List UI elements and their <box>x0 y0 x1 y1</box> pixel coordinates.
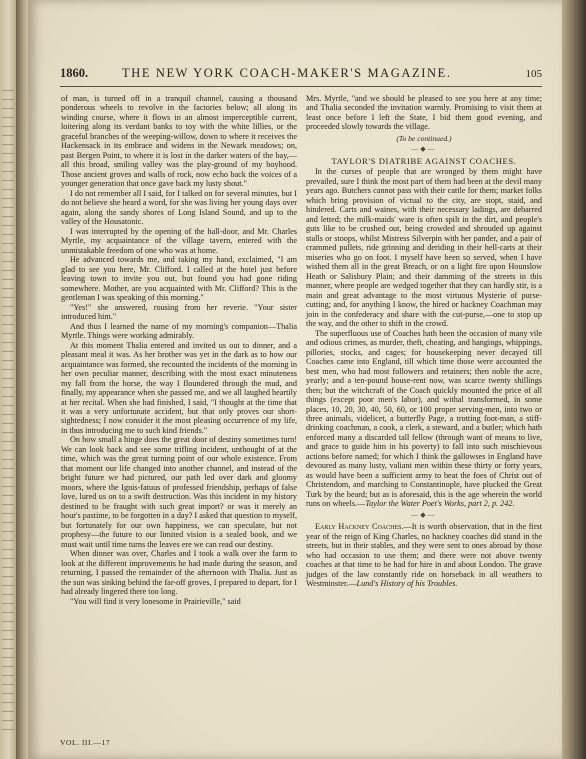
section-title: TAYLOR'S DIATRIBE AGAINST COACHES. <box>331 155 517 166</box>
paragraph: On how small a hinge does the great door of destiny sometimes turn! We can look back and see some trifling incident, unthought of at the time, which was the great turning point of our whole existence. From that moment our life changed into another channel, and instead of the bright future we had pictured, our path led over dark and gloomy moors, where the Ignis-fatuus of professed friendship, perhaps of false love, lured us on to a swift destruction. Was this incident in my history destined to be fraught with such great import? or was it merely an hour's pastime, to be forgotten in a day? I asked that question to myself, but fortunately for our own happiness, we can speculate, but not prophesy—the future to our limited vision is a sealed book, and we must wait until time turns the leaves ere we can read our destiny. <box>61 435 297 549</box>
source-citation: Taylor the Water Poet's Works, part 2, p. 242. <box>365 499 515 509</box>
ornament-divider: —◆— <box>411 510 437 519</box>
lead-in: Early Hackney Coaches. <box>315 522 404 532</box>
header-rule <box>60 86 542 87</box>
paragraph: I do not remember all I said, for I talked on for several minutes, but I do not believe she heard a word, for she was living her young days over again, along the sandy shores of Long Island Sound, and up to the valley of the Housatonic. <box>61 188 297 227</box>
paragraph: And thus I learned the name of my morning's companion—Thalia Myrtle. Things were working admirably. <box>61 321 297 341</box>
paragraph: He advanced towards me, and taking my hand, exclaimed, "I am glad to see you here, Mr. Clifford. I called at the hotel just before leaving town to invite you out, but found you had gone riding somewhere. Mother, are you acquainted with Mr. Clifford? This is the gentleman I was speaking of this morning." <box>61 255 297 303</box>
book-fore-edge <box>562 0 586 759</box>
signature-mark: VOL. III.—17 <box>60 738 111 747</box>
running-header <box>60 66 542 86</box>
left-column <box>61 94 297 606</box>
paragraph: of man, is turned off in a tranquil channel, causing a thousand ponderous wheels to revolve in the factories below; all along its winding course, where it flows in an almost imperceptible current, loitering along its verdant banks to toy with the white lillies, or the graceful branches of the weeping-willow, down to where it receives the Hackensack in its embrace and widens in the Newark meadows; on, past Bergen Point, to where it is lost in the darker waters of the bay,—all this broad, smiling valley was the play-ground of my boyhood. Those ancient groves and walls of rock, now echo back the voices of a younger generation that once gave back my lusty shout." <box>61 94 297 189</box>
paragraph <box>306 329 542 509</box>
paragraph-text: —It is worth observation, that in the first year of the reign of King Charles, no hackney coaches did stand in the streets, but in their stables, and they were sent to ones abroad by those who had occasion to use them; and there were not above twenty coaches at that time to be had for hire in and about London. The grave judges of the law constantly ride on horseback in all weathers to Westminster.— <box>306 522 543 589</box>
header-year: 1860. <box>60 66 89 80</box>
paragraph: At this moment Thalia entered and invited us out to dinner, and a pleasant meal it was. As her brother was yet in the dark as to how our acquaintance was formed, she recounted the incidents of the morning in her own peculiar manner, describing with the most exact minuteness my fall from the horse, the way I floundered through the mud, and finally, my appearance when she passed me, and we all laughed heartily at her recital. When she had finished, I said, "I thought at the time that it was a very unfortunate accident, but that only proves our short-sightedness; I now consider it the most pleasing occurrence of my life, in thus introducing me to such kind friends." <box>61 340 297 435</box>
paragraph: "Yes!" she answered, rousing from her reverie. "Your sister introduced him." <box>61 302 297 322</box>
facing-page-edge <box>0 0 16 759</box>
source-citation: Lund's History of his Troubles. <box>356 579 458 589</box>
ornament-divider: —◆— <box>411 145 437 154</box>
paragraph-text: The superfluous use of Coaches hath been the occasion of many vile and odious crimes, as murder, theft, cheating, and hangings, whippings, pillories, stocks, and cages; for housekeeping never decayed till Coaches came into England, till which time those were accounted the best men, who had most followers and retainers; then noble the acre, yearly; and a ten-pound house-rent now, was scarce twenty shillings then; but the witchcraft of the Coach quickly mounted the price of all things (except poor men's labor), and withal transformed, in some places, 10, 20, 30, 40, 50, 60, or 100 proper serving-men, into two or three animals, videlicet, a butterfly Page, a trotting foot-man, a stiff-drinking coachman, a cook, a clerk, a steward, and a butler; which hath enforced many a discarded tall fellow (through want of means to live, and grace to guide him in his poverty) to fall into such mischievous actions before named; for which I think the gallowses in England have devoured as many lusty, valiant men within these thirty or forty years, as would have been a sufficient army to beat the foes of Christ out of Christendom, and marching to Constantinople, have plucked the Great Turk by the beard; but as is aforesaid, this is the age wherein the world runs on wheels.— <box>306 328 542 509</box>
paragraph: "You will find it very lonesome in Prairieville," said <box>70 596 241 606</box>
paragraph <box>306 522 542 588</box>
right-column <box>306 94 542 589</box>
paragraph: Mrs. Myrtle, "and we should be pleased to see you here at any time; and Thalia seconded the invitation warmly. Promising to visit them at least once before I left the State, I bid them good evening, and proceeded slowly towards the village. <box>306 94 542 132</box>
paragraph: I was interrupted by the opening of the hall-door, and Mr. Charles Myrtle, my acquaintance of the village tavern, entered with the unmistakable freedom of one who was at home. <box>61 226 297 255</box>
paragraph: In the curses of people that are wronged by them might have prevailed, sure I think the most part of them had been at the devil many years ago. Butchers cannot pass with their cattle for them; market folks which bring provision of victual to the city, are stopt, staid, and hindered. Carts and waines, with their necessary ladings, are debarred and letted; the milk-maids' ware is often spilt in the dirt, and people's guts like to be crushed out, being crowded and shrouded up against stalls or stoops, whilst Mistress Silverpin with her pander, and a pair of crammed pullets, ride grinning and deriding in their hell-carts at their miseries who go on foot. I myself have been so served, when I have wished them all in the great Breach, or on a light fire upon Hounslow Heath or Salisbury Plain; and their damming of the streets in this manner, where people are wedged together that they can hardly stir, is a main and great advantage to the most virtuous Mysterie of purse-cutting; and, for anything I know, the hired or hackney Coachman may join in the confederacy and share with the cut-purse,—one to stop up the way, and the other to shift in the crowd. <box>306 167 542 329</box>
to-be-continued: (To be continued.) <box>396 133 452 143</box>
paragraph: When dinner was over, Charles and I took a walk over the farm to look at the different improvements he had made during the season, and returning, I passed the remainder of the afternoon with Thalia. Just as the sun was sinking behind the far-off groves, I prepared to depart, for I had already lingered there too long. <box>61 549 297 597</box>
page-number: 105 <box>525 68 542 80</box>
header-title: THE NEW YORK COACH-MAKER'S MAGAZINE. <box>122 66 452 80</box>
